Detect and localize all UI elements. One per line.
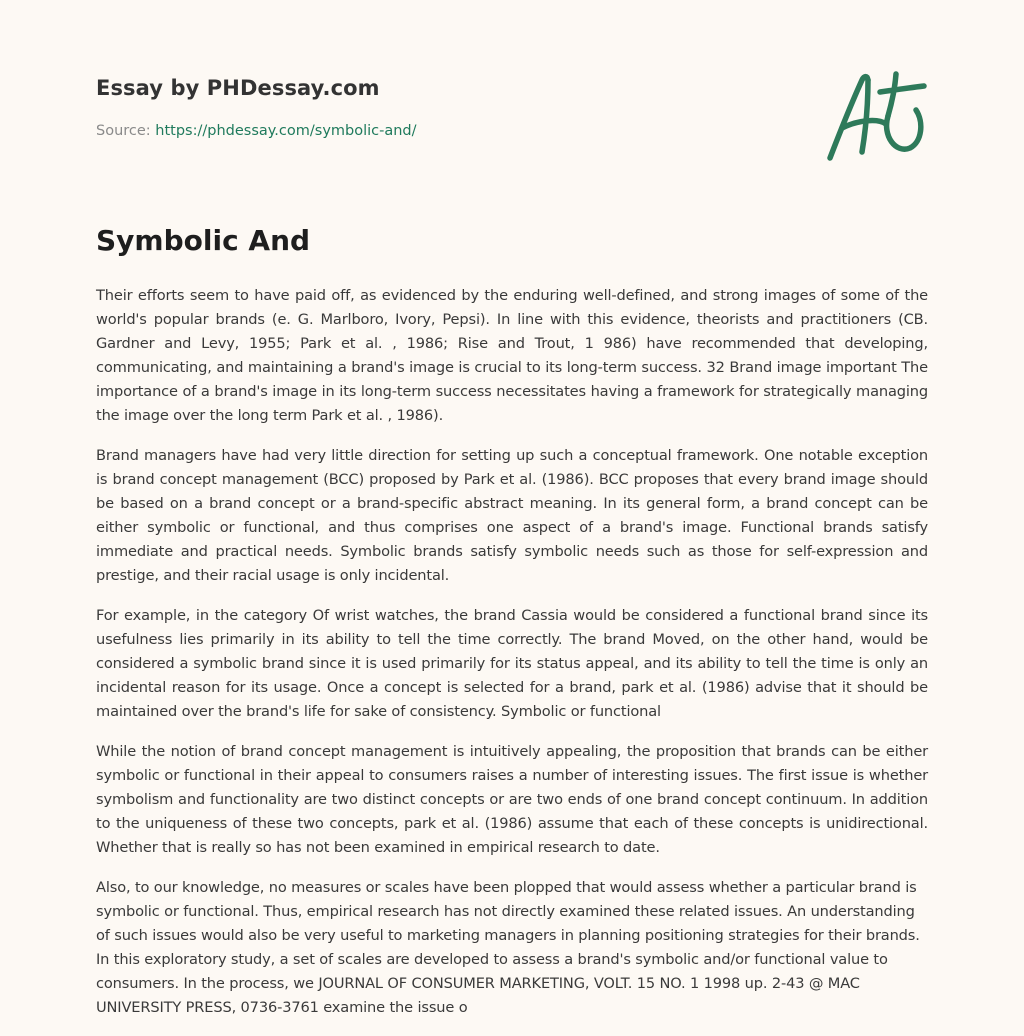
source-link[interactable]: https://phdessay.com/symbolic-and/ (155, 123, 417, 139)
essay-title: Symbolic And (96, 224, 311, 257)
source-label: Source: (96, 123, 151, 139)
essay-paragraph: While the notion of brand concept management is intuitively appealing, the proposition that brands can be either symbolic or functional in their appeal to consumers raises a number of interesting issues. The first issue is whether symbolism and functionality are two distinct concepts or are two ends of one brand concept continuum. In addition to the uniqueness of these two concepts, park et al. (1986) assume that each of these concepts is unidirectional. Whether that is really so has not been examined in empirical research to date. (96, 743, 928, 856)
a-plus-logo-icon (822, 66, 930, 166)
site-title: Essay by PHDessay.com (96, 76, 380, 100)
essay-paragraph: Also, to our knowledge, no measures or scales have been plopped that would assess whether a particular brand is symbolic or functional. Thus, empirical research has not directly examined these related issues. An understanding of such issues would also be very useful to marketing managers in planning positioning strategies for their brands. In this exploratory study, a set of scales are developed to assess a brand's symbolic and/or functional value to consumers. In the process, we JOURNAL OF CONSUMER MARKETING, VOLT. 15 NO. 1 1998 up. 2-43 @ MAC UNIVERSITY PRESS, 0736-3761 examine the issue o (96, 879, 920, 1016)
source-line (96, 123, 928, 139)
essay-body (96, 284, 928, 1036)
essay-paragraph: For example, in the category Of wrist watches, the brand Cassia would be considered a functional brand since its usefulness lies primarily in its ability to tell the time correctly. The brand Moved, on the other hand, would be considered a symbolic brand since it is used primarily for its status appeal, and its ability to tell the time is only an incidental reason for its usage. Once a concept is selected for a brand, park et al. (1986) advise that it should be maintained over the brand's life for sake of consistency. Symbolic or functional (96, 607, 928, 720)
essay-paragraph: Their efforts seem to have paid off, as evidenced by the enduring well-defined, and strong images of some of the world's popular brands (e. G. Marlboro, Ivory, Pepsi). In line with this evidence, theorists and practitioners (CB. Gardner and Levy, 1955; Park et al. , 1986; Rise and Trout, 1 986) have recommended that developing, communicating, and maintaining a brand's image is crucial to its long-term success. 32 Brand image important The importance of a brand's image in its long-term success necessitates having a framework for strategically managing the image over the long term Park et al. , 1986). (96, 287, 928, 424)
page-header (96, 76, 928, 139)
essay-paragraph: Brand managers have had very little direction for setting up such a conceptual framework. One notable exception is brand concept management (BCC) proposed by Park et al. (1986). BCC proposes that every brand image should be based on a brand concept or a brand-specific abstract meaning. In its general form, a brand concept can be either symbolic or functional, and thus comprises one aspect of a brand's image. Functional brands satisfy immediate and practical needs. Symbolic brands satisfy symbolic needs such as those for self-expression and prestige, and their racial usage is only incidental. (96, 447, 928, 584)
